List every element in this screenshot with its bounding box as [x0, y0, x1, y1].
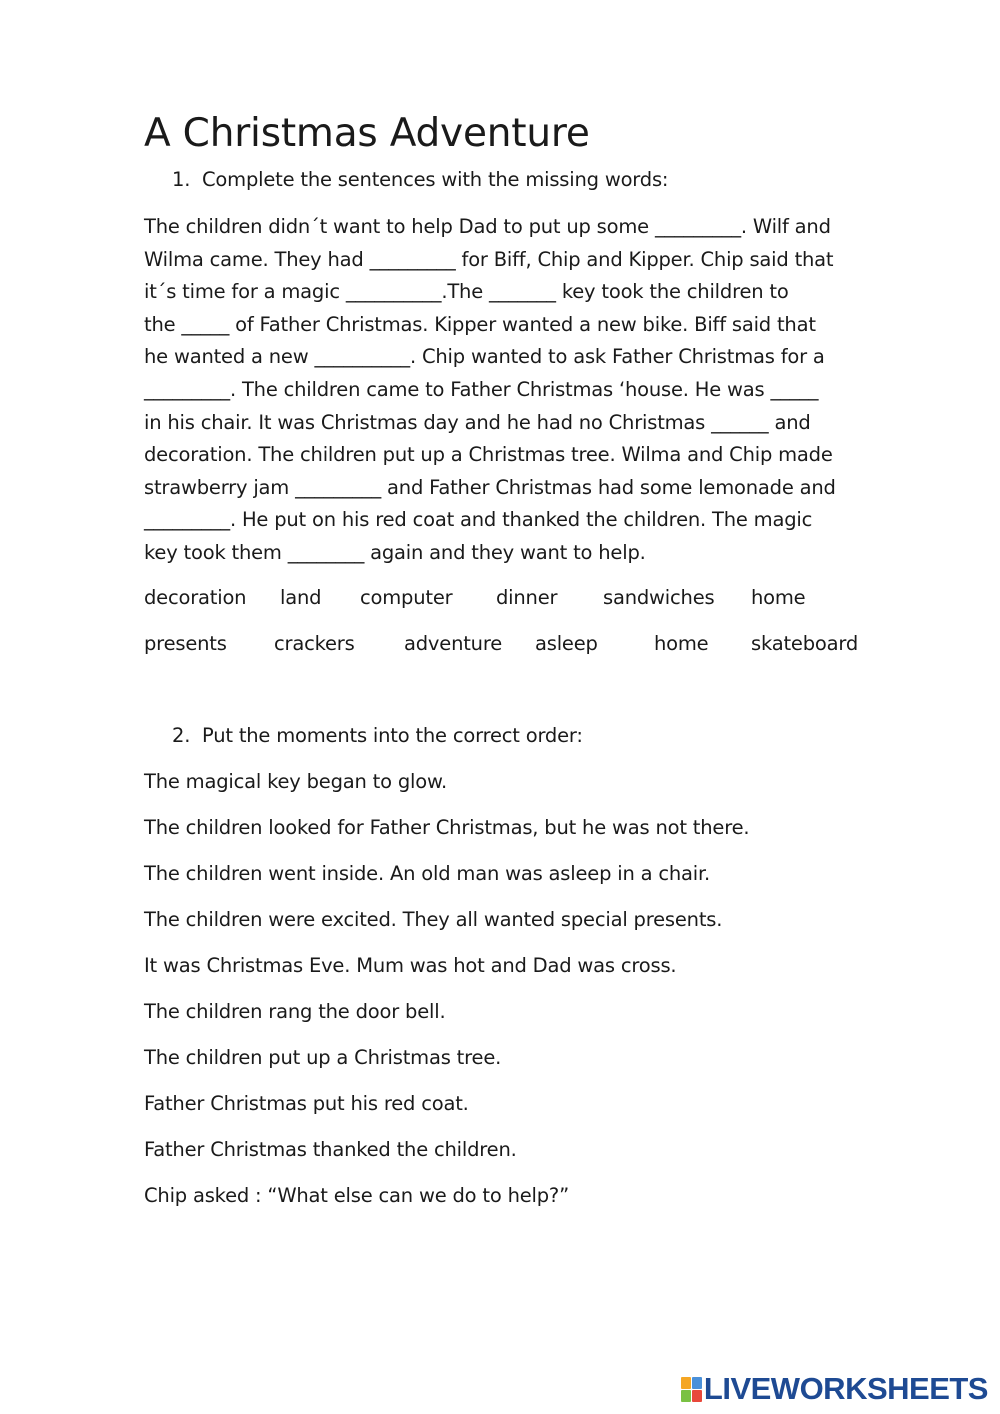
word-bank-item: land: [280, 585, 322, 609]
event-item: The children went inside. An old man was asleep in a chair.: [144, 861, 711, 885]
word-bank-item: decoration: [144, 585, 247, 609]
worksheet-page: [144, 111, 864, 1228]
paragraph-line: in his chair. It was Christmas day and he had no Christmas ______ and: [144, 410, 811, 434]
paragraph-line: The children didn´t want to help Dad to put up some _________. Wilf and: [144, 215, 831, 238]
question-2: [144, 722, 864, 750]
word-bank-item: crackers: [274, 631, 355, 655]
word-bank-item: sandwiches: [603, 585, 715, 609]
event-item: The children put up a Christmas tree.: [144, 1045, 502, 1069]
question-1-number: 1.: [172, 168, 191, 191]
event-item: Father Christmas thanked the children.: [144, 1137, 517, 1161]
event-item: Chip asked : “What else can we do to help?”: [144, 1183, 569, 1207]
liveworksheets-footer: [681, 1372, 988, 1406]
question-2-instruction: Put the moments into the correct order:: [202, 723, 583, 747]
worksheet-title: A Christmas Adventure: [144, 111, 590, 156]
paragraph-line: _________. The children came to Father Christmas ‘house. He was _____: [144, 377, 819, 401]
word-bank-item: home: [751, 585, 806, 609]
word-bank-row-1: [144, 584, 864, 612]
liveworksheets-brand: LIVEWORKSHEETS: [703, 1371, 988, 1406]
paragraph-line: Wilma came. They had _________ for Biff, Chip and Kipper. Chip said that: [144, 247, 834, 271]
question-1: [144, 166, 864, 194]
event-item: The children looked for Father Christmas, but he was not there.: [144, 815, 750, 839]
word-bank-item: computer: [360, 585, 453, 609]
liveworksheets-logo-icon: [681, 1377, 702, 1402]
logo-tile: [692, 1390, 702, 1402]
question-2-number: 2.: [172, 723, 191, 747]
paragraph-line: _________. He put on his red coat and thanked the children. The magic: [144, 508, 813, 532]
word-bank-item: asleep: [535, 631, 598, 655]
event-item: The children were excited. They all wanted special presents.: [144, 907, 723, 931]
event-item: The magical key began to glow.: [144, 769, 447, 793]
question-1-instruction: Complete the sentences with the missing words:: [202, 168, 669, 191]
word-bank-item: adventure: [404, 631, 503, 655]
word-bank-row-2: [144, 630, 864, 658]
paragraph-line: key took them ________ again and they want to help.: [144, 540, 646, 564]
paragraph-line: it´s time for a magic __________.The _______ key took the children to: [144, 280, 789, 304]
logo-tile: [681, 1390, 691, 1402]
word-bank-item: presents: [144, 631, 227, 655]
paragraph-line: decoration. The children put up a Christmas tree. Wilma and Chip made: [144, 443, 833, 467]
events-list: [144, 768, 864, 1228]
paragraph-line: the _____ of Father Christmas. Kipper wanted a new bike. Biff said that: [144, 312, 816, 336]
paragraph-line: strawberry jam _________ and Father Christmas had some lemonade and: [144, 475, 836, 499]
event-item: Father Christmas put his red coat.: [144, 1091, 469, 1115]
paragraph-line: he wanted a new __________. Chip wanted to ask Father Christmas for a: [144, 345, 825, 369]
logo-tile: [692, 1377, 702, 1389]
word-bank-item: home: [654, 631, 709, 655]
word-bank-item: dinner: [496, 585, 558, 609]
story-paragraph: [144, 211, 859, 570]
event-item: The children rang the door bell.: [144, 999, 446, 1023]
logo-tile: [681, 1377, 691, 1389]
event-item: It was Christmas Eve. Mum was hot and Dad was cross.: [144, 953, 677, 977]
word-bank-item: skateboard: [751, 631, 859, 655]
